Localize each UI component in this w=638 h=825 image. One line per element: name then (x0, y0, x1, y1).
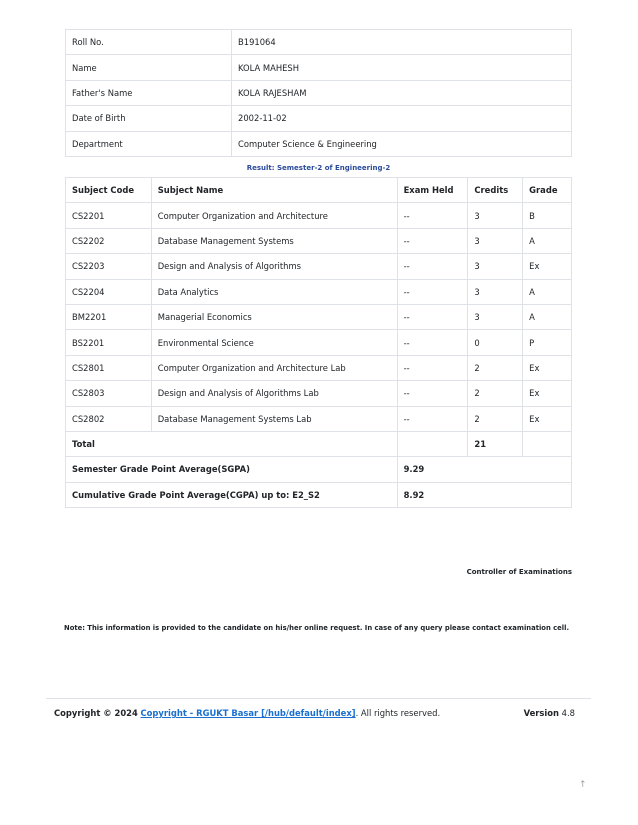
subject-code: CS2202 (66, 228, 152, 253)
exam-held: -- (397, 304, 468, 329)
info-label: Father's Name (66, 80, 232, 105)
column-header: Subject Name (151, 178, 397, 203)
subject-code: CS2201 (66, 203, 152, 228)
total-grade-empty (523, 431, 572, 456)
total-credits: 21 (468, 431, 523, 456)
credits: 2 (468, 381, 523, 406)
info-value: KOLA MAHESH (232, 55, 572, 80)
sgpa-row (66, 457, 572, 482)
info-label: Department (66, 131, 232, 156)
exam-held: -- (397, 203, 468, 228)
grades-table (65, 177, 572, 508)
copyright-text: Copyright © 2024 (54, 708, 138, 718)
grade: A (523, 279, 572, 304)
subject-code: BM2201 (66, 304, 152, 329)
credits: 3 (468, 228, 523, 253)
subject-code: CS2203 (66, 254, 152, 279)
column-header: Exam Held (397, 178, 468, 203)
credits: 2 (468, 355, 523, 380)
table-row (66, 80, 572, 105)
info-label: Date of Birth (66, 106, 232, 131)
info-value: B191064 (232, 30, 572, 55)
info-value: KOLA RAJESHAM (232, 80, 572, 105)
exam-held: -- (397, 228, 468, 253)
subject-name: Computer Organization and Architecture Lab (151, 355, 397, 380)
cgpa-value: 8.92 (397, 482, 571, 507)
table-row (66, 106, 572, 131)
copyright-link[interactable]: Copyright - RGUKT Basar [/hub/default/index] (140, 708, 356, 718)
grade: Ex (523, 406, 572, 431)
exam-held: -- (397, 355, 468, 380)
info-label: Roll No. (66, 30, 232, 55)
controller-signature: Controller of Examinations (466, 568, 572, 576)
exam-held: -- (397, 406, 468, 431)
info-value: Computer Science & Engineering (232, 131, 572, 156)
table-row (66, 55, 572, 80)
student-info-table (65, 29, 572, 157)
subject-name: Managerial Economics (151, 304, 397, 329)
column-header: Grade (523, 178, 572, 203)
sgpa-value: 9.29 (397, 457, 571, 482)
subject-code: CS2801 (66, 355, 152, 380)
subject-name: Computer Organization and Architecture (151, 203, 397, 228)
grade: B (523, 203, 572, 228)
footer-copyright (54, 708, 440, 718)
footer-divider (46, 698, 591, 699)
cgpa-label: Cumulative Grade Point Average(CGPA) up to: E2_S2 (66, 482, 398, 507)
table-row (66, 406, 572, 431)
info-value: 2002-11-02 (232, 106, 572, 131)
table-row (66, 228, 572, 253)
version-info (524, 708, 575, 718)
subject-name: Database Management Systems (151, 228, 397, 253)
subject-name: Design and Analysis of Algorithms Lab (151, 381, 397, 406)
grade: A (523, 304, 572, 329)
table-row (66, 304, 572, 329)
credits: 3 (468, 203, 523, 228)
note-text: Note: This information is provided to the candidate on his/her online request. In case of any query please contact examination cell. (64, 624, 570, 632)
credits: 0 (468, 330, 523, 355)
table-row (66, 131, 572, 156)
total-label: Total (66, 431, 398, 456)
column-header: Subject Code (66, 178, 152, 203)
credits: 3 (468, 304, 523, 329)
subject-name: Environmental Science (151, 330, 397, 355)
subject-code: CS2204 (66, 279, 152, 304)
exam-held: -- (397, 330, 468, 355)
table-row (66, 355, 572, 380)
version-value: 4.8 (561, 708, 575, 718)
total-row (66, 431, 572, 456)
cgpa-row (66, 482, 572, 507)
subject-code: CS2802 (66, 406, 152, 431)
table-row (66, 381, 572, 406)
rights-text: . All rights reserved. (355, 708, 441, 718)
grade: P (523, 330, 572, 355)
exam-held: -- (397, 254, 468, 279)
table-row (66, 279, 572, 304)
result-caption: Result: Semester-2 of Engineering-2 (246, 164, 391, 172)
arrow-up-icon[interactable]: ↑ (579, 780, 587, 790)
info-label: Name (66, 55, 232, 80)
grade: Ex (523, 355, 572, 380)
credits: 3 (468, 279, 523, 304)
version-label: Version (523, 708, 559, 718)
subject-code: CS2803 (66, 381, 152, 406)
grade: Ex (523, 254, 572, 279)
table-row (66, 254, 572, 279)
subject-name: Database Management Systems Lab (151, 406, 397, 431)
exam-held: -- (397, 381, 468, 406)
credits: 2 (468, 406, 523, 431)
table-row (66, 30, 572, 55)
table-header-row (66, 178, 572, 203)
grade: A (523, 228, 572, 253)
grade: Ex (523, 381, 572, 406)
credits: 3 (468, 254, 523, 279)
subject-name: Data Analytics (151, 279, 397, 304)
subject-name: Design and Analysis of Algorithms (151, 254, 397, 279)
table-row (66, 203, 572, 228)
exam-held: -- (397, 279, 468, 304)
total-exam-empty (397, 431, 468, 456)
table-row (66, 330, 572, 355)
subject-code: BS2201 (66, 330, 152, 355)
sgpa-label: Semester Grade Point Average(SGPA) (66, 457, 398, 482)
column-header: Credits (468, 178, 523, 203)
